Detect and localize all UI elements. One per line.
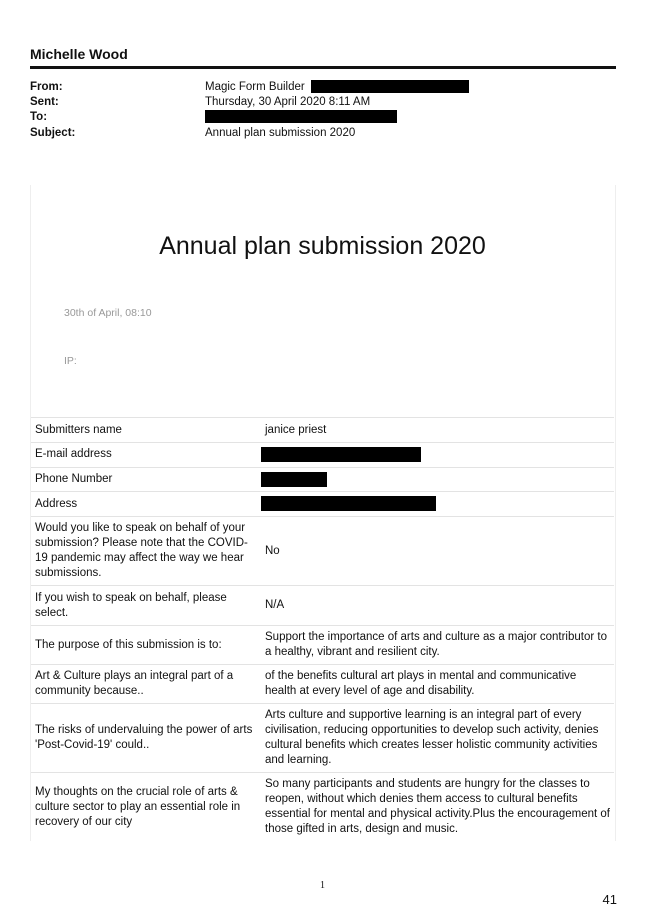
table-row <box>31 773 614 842</box>
field-value: No <box>257 517 614 586</box>
table-row <box>31 492 614 517</box>
field-label: Would you like to speak on behalf of your submission? Please note that the COVID-19 pandemic may affect the way we hear submissions. <box>31 517 257 586</box>
redacted-phone-number <box>261 472 327 487</box>
field-value: Arts culture and supportive learning is an integral part of every civilisation, reducing opportunities to develop such activity, denies cultural benefits which creates lesser holistic community activities and learning. <box>257 704 614 773</box>
field-value <box>257 467 614 492</box>
table-row <box>31 665 614 704</box>
mailbox-owner: Michelle Wood <box>30 46 616 69</box>
field-label: Submitters name <box>31 418 257 443</box>
field-label: If you wish to speak on behalf, please select. <box>31 586 257 626</box>
table-row <box>31 418 614 443</box>
field-label: The risks of undervaluing the power of arts 'Post-Covid-19' could.. <box>31 704 257 773</box>
to-value <box>205 110 397 125</box>
field-value <box>257 492 614 517</box>
redacted-email-address <box>261 447 421 462</box>
submission-table <box>31 417 614 842</box>
field-label: Address <box>31 492 257 517</box>
redacted-from-email <box>311 80 469 93</box>
form-title: Annual plan submission 2020 <box>159 232 486 260</box>
sent-label: Sent: <box>30 96 59 108</box>
field-value <box>257 443 614 468</box>
field-value: janice priest <box>257 418 614 443</box>
to-label: To: <box>30 111 48 123</box>
sent-value: Thursday, 30 April 2020 8:11 AM <box>205 96 371 108</box>
from-label: From: <box>30 81 63 93</box>
redacted-to-email <box>205 110 397 123</box>
table-row <box>31 626 614 665</box>
subject-value: Annual plan submission 2020 <box>205 127 356 139</box>
table-row <box>31 517 614 586</box>
field-label: Art & Culture plays an integral part of a community because.. <box>31 665 257 704</box>
page-number: 1 <box>320 880 325 891</box>
table-row <box>31 443 614 468</box>
field-label: My thoughts on the crucial role of arts & culture sector to play an essential role in recovery of our city <box>31 773 257 842</box>
field-value: Support the importance of arts and culture as a major contributor to a healthy, vibrant and resilient city. <box>257 626 614 665</box>
submission-date: 30th of April, 08:10 <box>64 307 152 319</box>
field-value: N/A <box>257 586 614 626</box>
field-label: Phone Number <box>31 467 257 492</box>
redacted-address <box>261 496 436 511</box>
ip-label: IP: <box>64 355 77 367</box>
from-value <box>205 80 469 95</box>
field-value: of the benefits cultural art plays in mental and communicative health at every level of age and disability. <box>257 665 614 704</box>
field-label: E-mail address <box>31 443 257 468</box>
field-value: So many participants and students are hungry for the classes to reopen, without which denies them access to cultural benefits essential for mental and physical activity.Plus the encouragement of those gifted in arts, design and music. <box>257 773 614 842</box>
table-row <box>31 467 614 492</box>
document-page-number: 41 <box>602 892 617 907</box>
subject-label: Subject: <box>30 127 76 139</box>
from-sender: Magic Form Builder <box>205 81 305 93</box>
field-label: The purpose of this submission is to: <box>31 626 257 665</box>
table-row <box>31 586 614 626</box>
table-row <box>31 704 614 773</box>
